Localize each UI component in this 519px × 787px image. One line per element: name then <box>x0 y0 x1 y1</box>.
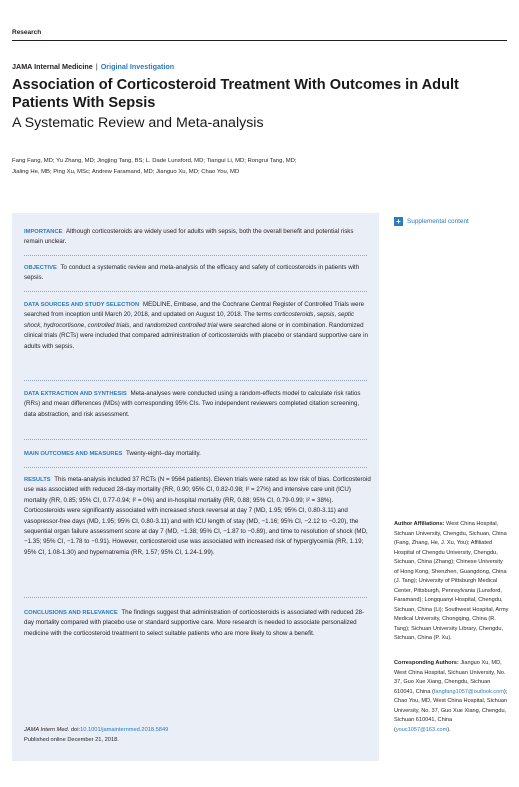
search-term: corticosteroids <box>273 311 314 319</box>
search-term: controlled trials <box>87 321 130 329</box>
corresponding-text: Jianguo Xu, MD, West China Hospital, Sichuan University, No. 37, Guo Xue Xiang, Chengdu, Sichuan 610041, China ( <box>394 660 506 695</box>
corresponding-text-cont: ); Chao You, MD, West China Hospital, Sichuan University, No. 37, Guo Xue Xiang, Chengdu, Sichuan 610041, China ( <box>394 688 508 733</box>
search-term: septic shock <box>24 311 355 329</box>
published-date: Published online December 21, 2018. <box>24 737 119 743</box>
authors-line-2: Jialing He, MB; Ping Xu, MSc; Andrew Faramand, MD; Jianguo Xu, MD; Chao You, MD <box>12 168 240 175</box>
abstract-divider <box>24 380 367 381</box>
importance-text: Although corticosteroids are widely used for adults with sepsis, both the overall benefit and potential risks remain unclear. <box>24 228 354 246</box>
comma: , <box>84 321 88 329</box>
abstract-divider <box>24 597 367 598</box>
article-type: Original Investigation <box>100 62 175 71</box>
outcomes-heading: MAIN OUTCOMES AND MEASURES <box>24 451 123 457</box>
abstract-divider <box>24 439 367 440</box>
abstract-divider <box>24 291 367 292</box>
corresponding-label: Corresponding Authors: <box>394 660 459 666</box>
email-link[interactable]: youc1057@163.com <box>395 726 448 733</box>
supplemental-content-link[interactable] <box>394 217 469 226</box>
corresponding-authors <box>394 659 509 735</box>
section-label: Research <box>12 29 42 36</box>
abstract-conclusions <box>24 608 371 639</box>
objective-heading: OBJECTIVE <box>24 265 57 271</box>
extraction-text: Meta-analyses were conducted using a random-effects model to calculate risk ratios (RRs) and mean differences (MDs) with corresponding 95% CIs. Two independent reviewers completed citation screening, data abstraction, and risk assessment. <box>24 390 361 418</box>
results-text: This meta-analysis included 37 RCTs (N = 9564 patients). Eleven trials were rated as low risk of bias. Corticosteroid use was associated with reduced 28-day mortality (RR, 0.90; 95% CI, 0.82-0.98; I² = 27%) and intensive care unit (ICU) mortality (RR, 0.85; 95% CI, 0.77-0.94; I² = 0%) and in-hospital mortality (RR, 0.88; 95% CI, 0.79-0.99; I² = 38%). Corticosteroids were significantly associated with increased shock reversal at day 7 (MD, 1.95; 95% CI, 0.80-3.11) and vasopressor-free days (MD, 1.95; 95% CI, 0.80-3.11) and with ICU length of stay (MD, −1.16; 95% CI, −2.12 to −0.20), the sequential organ failure assessment score at day 7 (MD, −1.38; 95% CI, −1.87 to −0.89), and time to resolution of shock (MD, −1.35; 95% CI, −1.78 to −0.91). However, corticosteroid use was associated with increased risk of hyperglycemia (RR, 1.19; 95% CI, 1.08-1.30) and hypernatremia (RR, 1.57; 95% CI, 1.24-1.99). <box>24 476 371 556</box>
extraction-heading: DATA EXTRACTION AND SYNTHESIS <box>24 391 127 397</box>
abstract-importance <box>24 227 371 248</box>
abstract-divider <box>24 467 367 468</box>
abstract-data-sources <box>24 300 371 352</box>
search-term: hydrocortisone <box>43 321 85 329</box>
authors-line-1: Fang Fang, MD; Yu Zhang, MD; Jingjing Tang, BS; L. Dade Lunsford, MD; Tiangui Li, MD; Rongrui Tang, MD; <box>12 158 297 164</box>
citation-line <box>24 725 168 735</box>
data-sources-text: MEDLINE, Embase, and the Cochrane Central Register of Controlled Trials were searched from inception until March 20, 2018, and updated on August 10, 2018. The terms <box>24 301 365 319</box>
outcomes-text: Twenty-eight–day mortality. <box>125 450 201 457</box>
conclusions-text: The findings suggest that administration of corticosteroids is associated with reduced 28-day mortality compared with placebo use or standard supportive care. More research is needed to associate personalized medicine with the corticosteroid treatment to select suitable patients who are more likely to show a benefit. <box>24 609 365 637</box>
conjunction: , and <box>129 321 145 329</box>
search-term: randomized controlled trial <box>144 321 218 329</box>
objective-text: To conduct a systematic review and meta-analysis of the efficacy and safety of corticosteroids in patients with sepsis. <box>24 264 360 282</box>
header-rule <box>12 40 507 41</box>
journal-separator: | <box>95 62 98 71</box>
plus-icon: + <box>394 217 403 226</box>
journal-line <box>12 62 174 71</box>
article-title: Association of Corticosteroid Treatment With Outcomes in Adult Patients With Sepsis <box>12 77 459 111</box>
conclusions-heading: CONCLUSIONS AND RELEVANCE <box>24 610 118 616</box>
data-sources-text-cont: were searched alone or in combination. Randomized clinical trials (RCTs) were included that compared administration of corticosteroids with placebo or standard supportive care in adults with sepsis. <box>24 321 368 350</box>
comma: , <box>313 311 317 319</box>
abstract-outcomes <box>24 449 371 459</box>
abstract-divider <box>24 255 367 256</box>
author-list <box>12 156 372 177</box>
abstract-box <box>12 213 379 761</box>
email-link[interactable]: fangfang1057@outlook.com <box>433 688 504 695</box>
affiliations-label: Author Affiliations: <box>394 521 445 527</box>
abstract-results <box>24 475 371 558</box>
abstract-objective <box>24 263 371 284</box>
supplemental-label: Supplemental content <box>407 218 469 225</box>
article-subtitle: A Systematic Review and Meta-analysis <box>12 115 264 131</box>
affiliations-text: West China Hospital, Sichuan University, Chengdu, Sichuan, China (Fang, Zhang, He, J. Xu, You); Affiliated Hospital of Chengdu University, Chengdu, Sichuan, China (Zhang); Chinese University of Hong Kong, Shenzhen, Guangdong, China (J. Tang); University of Pittsburgh Medical Center, Pittsburgh, Pennsylvania (Lunsford, Faramand); Longquanyi Hospital, Chengdu, Sichuan, China (Li); Southwest Hospital, Army Medical University, Chongqing, China (R. Tang); Sichuan University Library, Chengdu, Sichuan, China (P. Xu). <box>394 521 509 641</box>
data-sources-heading: DATA SOURCES AND STUDY SELECTION <box>24 302 140 308</box>
importance-heading: IMPORTANCE <box>24 229 63 235</box>
abstract-extraction <box>24 389 371 420</box>
journal-name: JAMA Internal Medicine <box>12 62 93 71</box>
citation-block <box>24 725 168 745</box>
doi-prefix: doi: <box>69 727 81 733</box>
corresponding-text-end: ). <box>447 726 451 733</box>
journal-abbrev: JAMA Intern Med. <box>24 727 70 733</box>
doi-link[interactable]: 10.1001/jamainternmed.2018.5849 <box>80 727 169 733</box>
comma: , <box>334 311 338 319</box>
comma: , <box>40 321 44 329</box>
results-heading: RESULTS <box>24 477 51 483</box>
author-affiliations <box>394 520 509 644</box>
search-term: sepsis <box>316 311 335 319</box>
